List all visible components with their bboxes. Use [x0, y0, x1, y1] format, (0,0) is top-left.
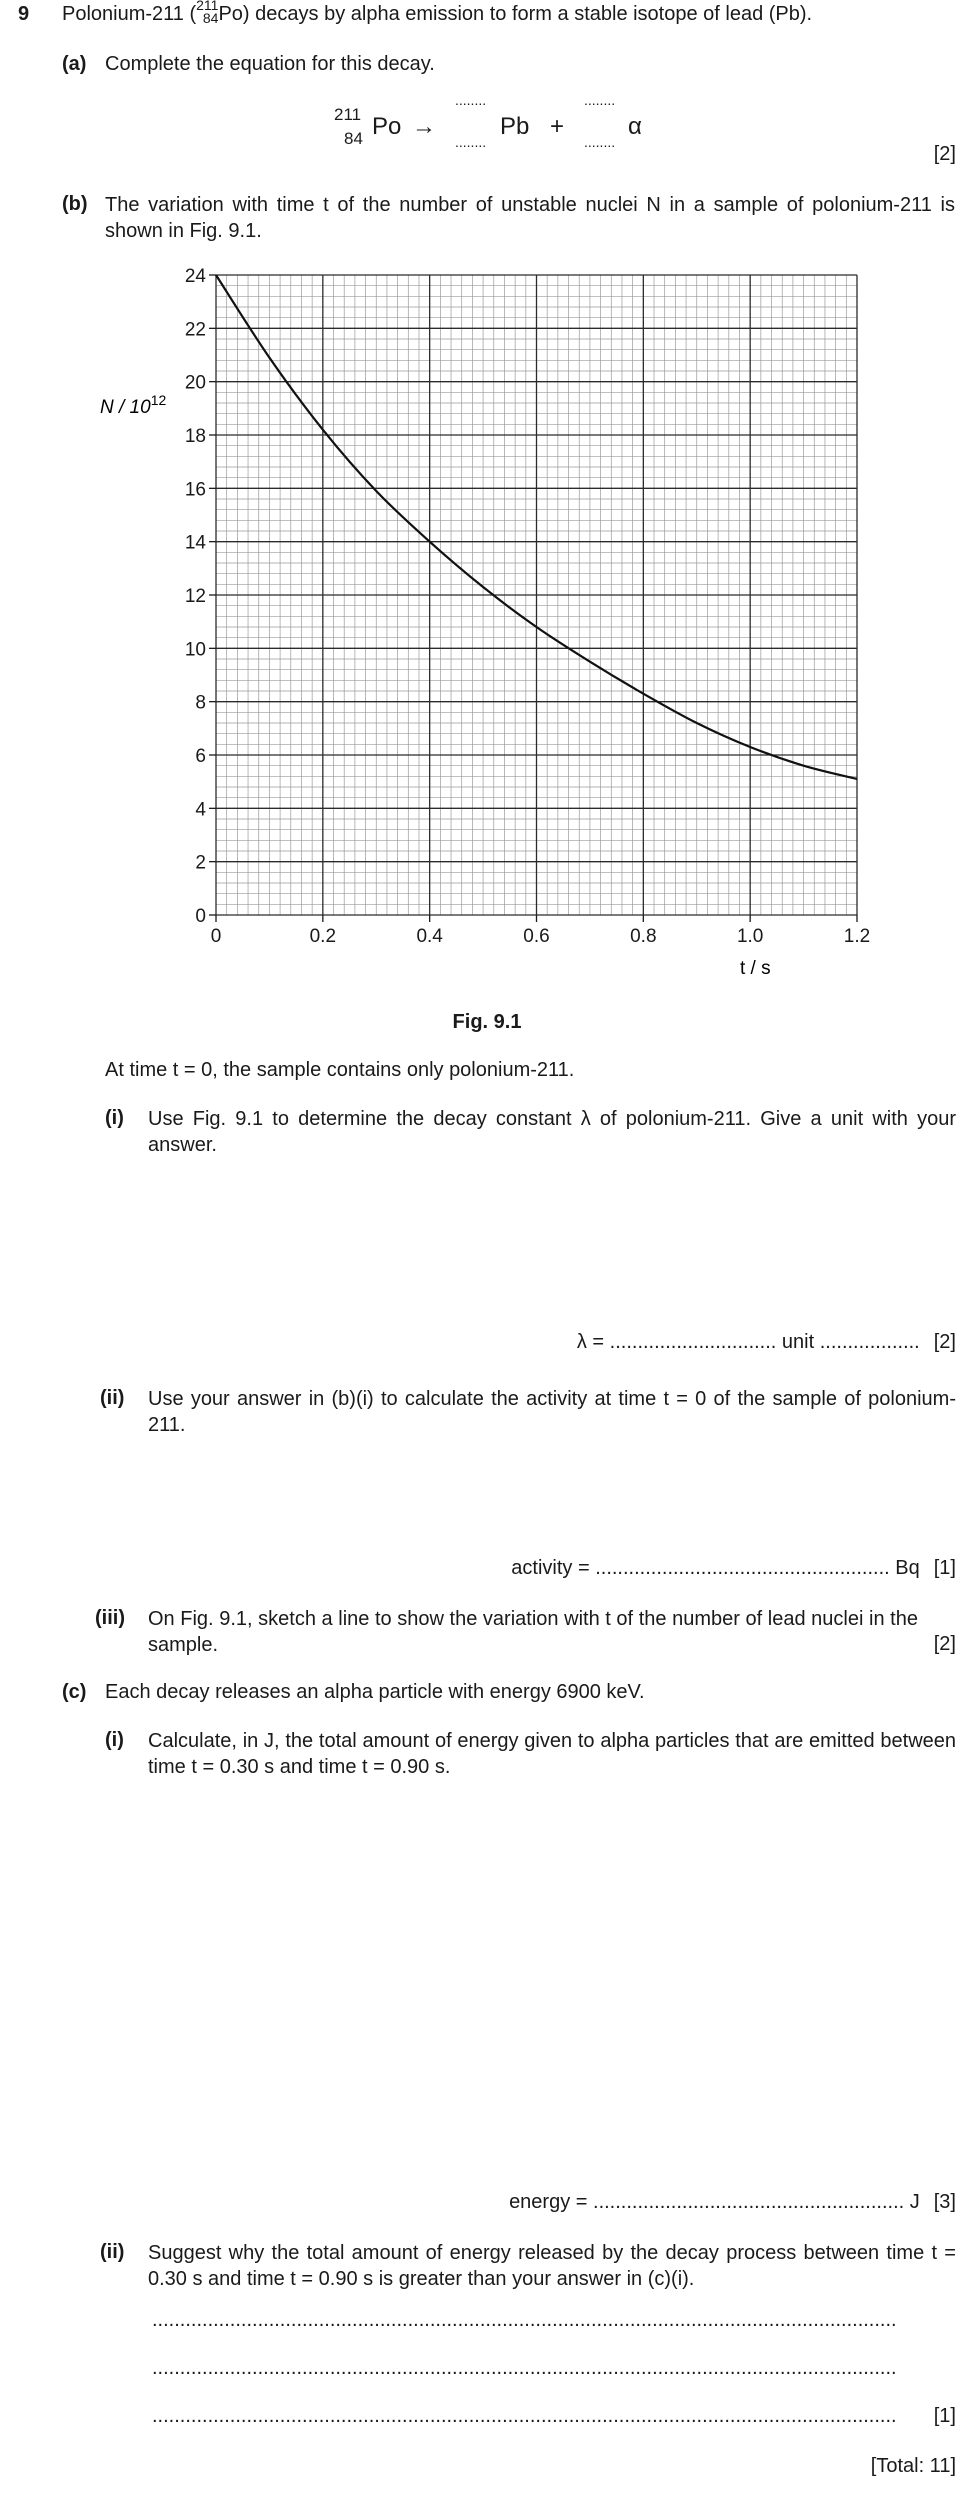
eq-alpha: α — [628, 113, 642, 140]
x-axis-label: t / s — [740, 958, 771, 979]
eq-pb-atomic-blank[interactable]: ........ — [455, 134, 487, 150]
activity-prefix: activity = — [511, 1557, 596, 1579]
intro-mass-number: 211 — [196, 0, 219, 14]
lambda-answer-field[interactable]: .............................. — [609, 1331, 777, 1353]
part-b-i-label: (i) — [105, 1107, 124, 1129]
part-b-iii-label: (iii) — [95, 1607, 125, 1629]
part-b-iii-text: On Fig. 9.1, sketch a line to show the variation with t of the number of lead nuclei in the sample. — [148, 1608, 918, 1656]
eq-mass-number: 211 — [334, 105, 362, 124]
part-c-label: (c) — [62, 1681, 87, 1703]
part-b-text: The variation with time t of the number of unstable nuclei N in a sample of polonium-211 is shown in Fig. 9.1. — [105, 194, 955, 242]
y-tick-label: 16 — [184, 479, 206, 501]
eq-alpha-atomic-blank[interactable]: ........ — [584, 134, 616, 150]
part-c-text: Each decay releases an alpha particle with energy 6900 keV. — [105, 1681, 645, 1703]
eq-pb: Pb — [500, 113, 530, 140]
x-tick-label: 1.2 — [843, 926, 871, 947]
lambda-answer-line — [577, 1330, 956, 1355]
unit-label: unit — [776, 1331, 820, 1353]
question-number: 9 — [18, 3, 30, 25]
energy-unit: J — [904, 2191, 920, 2213]
y-tick-label: 8 — [195, 692, 206, 714]
decay-equation — [330, 92, 670, 158]
part-b-i-text: Use Fig. 9.1 to determine the decay constant λ of polonium-211. Give a unit with your answer. — [148, 1108, 956, 1156]
time-zero-text: At time t = 0, the sample contains only polonium-211. — [105, 1059, 575, 1081]
y-tick-label: 12 — [184, 586, 206, 607]
x-tick-label: 0.8 — [630, 926, 657, 947]
part-b-iii-marks: [2] — [933, 1633, 956, 1655]
answer-line-1[interactable]: ...................................................................................................................................... — [152, 2309, 897, 2331]
y-tick-label: 20 — [184, 372, 206, 394]
part-b-ii-label: (ii) — [100, 1387, 125, 1409]
answer-line-3[interactable]: ...................................................................................................................................... — [152, 2405, 897, 2427]
eq-po: Po — [372, 113, 402, 140]
x-tick-label: 0.4 — [416, 926, 443, 947]
energy-answer-line — [509, 2190, 956, 2215]
x-tick-label: 0.2 — [309, 926, 337, 947]
tick-labels — [185, 266, 870, 947]
y-tick-label: 2 — [195, 852, 206, 874]
y-tick-label: 22 — [184, 319, 206, 341]
part-a-text: Complete the equation for this decay. — [105, 53, 435, 75]
energy-answer-field[interactable]: ........................................................ — [593, 2191, 905, 2213]
part-b-ii-marks: [1] — [933, 1557, 956, 1579]
intro-atomic-number: 84 — [202, 9, 219, 26]
eq-arrow: → — [412, 113, 436, 140]
part-a-label: (a) — [62, 53, 87, 75]
unit-answer-field[interactable]: .................. — [819, 1331, 920, 1353]
lambda-prefix: λ = — [576, 1331, 610, 1353]
energy-prefix: energy = — [509, 2191, 594, 2213]
eq-plus: + — [550, 113, 565, 140]
part-c-i-text: Calculate, in J, the total amount of energy given to alpha particles that are emitted between time t = 0.30 s and time t = 0.90 s. — [148, 1730, 956, 1778]
y-tick-label: 24 — [184, 266, 206, 287]
part-c-ii-label: (ii) — [100, 2241, 125, 2263]
y-tick-label: 18 — [184, 426, 206, 447]
x-tick-label: 0.6 — [523, 926, 550, 947]
y-tick-label: 14 — [184, 532, 206, 554]
answer-line-2[interactable]: ...................................................................................................................................... — [152, 2357, 897, 2379]
eq-atomic-number: 84 — [344, 129, 363, 148]
y-tick-label: 10 — [184, 639, 206, 661]
activity-unit: Bq — [889, 1557, 920, 1579]
total-marks: [Total: 11] — [870, 2455, 956, 2477]
eq-alpha-mass-blank[interactable]: ........ — [584, 92, 616, 108]
y-axis-label: N / $10^{12}$ — [100, 392, 167, 418]
part-c-ii-marks: [1] — [933, 2405, 956, 2427]
part-c-ii-text: Suggest why the total amount of energy released by the decay process between time t = 0.30 s and time t = 0.90 s is greater than your answer in (c)(i). — [148, 2242, 956, 2290]
fig-caption: Fig. 9.1 — [452, 1011, 522, 1033]
part-c-i-label: (i) — [105, 1729, 124, 1751]
x-tick-label: 0 — [210, 926, 222, 947]
activity-answer-field[interactable]: ..................................................... — [595, 1557, 890, 1579]
activity-answer-line — [511, 1556, 956, 1581]
question-intro — [62, 2, 812, 27]
x-tick-label: 1.0 — [736, 926, 764, 947]
part-b-ii-text: Use your answer in (b)(i) to calculate the activity at time t = 0 of the sample of polonium-211. — [148, 1388, 956, 1436]
intro-post: Po) decays by alpha emission to form a stable isotope of lead (Pb). — [218, 3, 813, 25]
eq-pb-mass-blank[interactable]: ........ — [455, 92, 487, 108]
part-a-marks: [2] — [933, 143, 956, 165]
part-c-i-marks: [3] — [933, 2191, 956, 2213]
fig-9-1-chart — [0, 255, 974, 995]
part-b-i-marks: [2] — [933, 1331, 956, 1353]
y-tick-label: 4 — [195, 799, 206, 821]
part-b-label: (b) — [62, 193, 88, 215]
intro-pre: Polonium-211 ( — [62, 3, 197, 25]
y-tick-label: 0 — [195, 906, 206, 927]
y-tick-label: 6 — [195, 746, 206, 767]
